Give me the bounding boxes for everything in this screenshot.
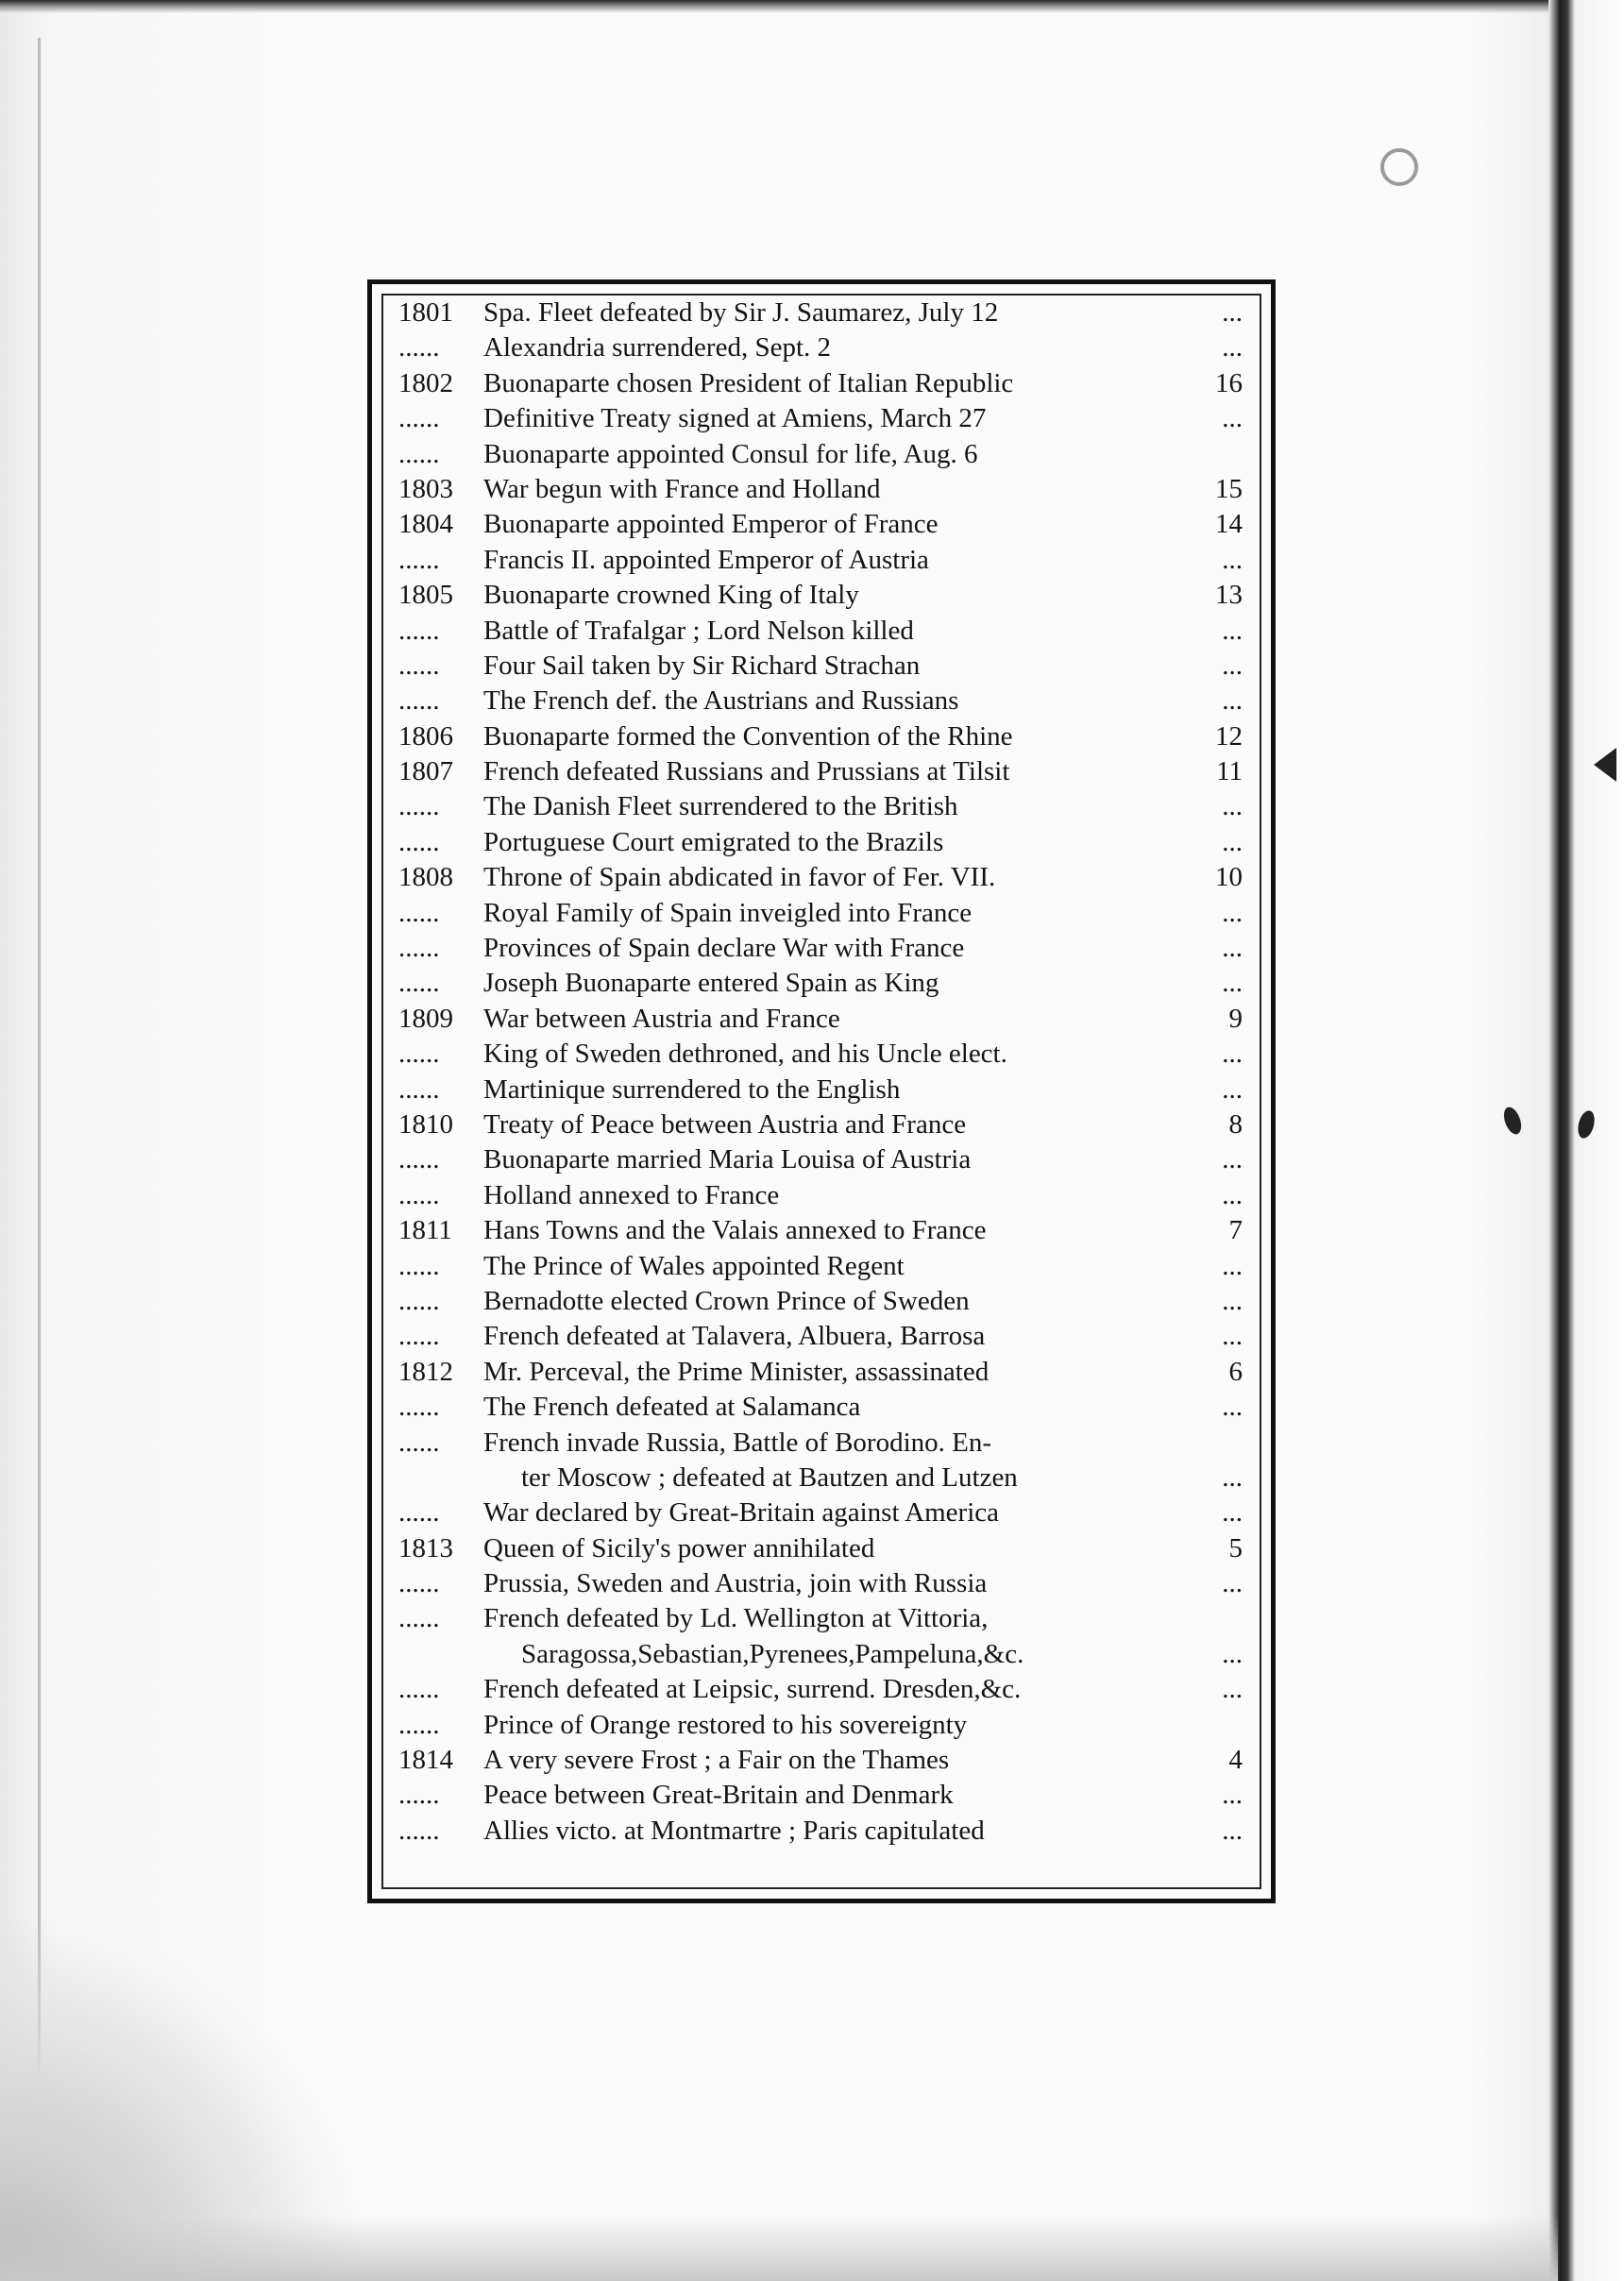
page-number-cell: 8 — [1228, 1108, 1243, 1140]
event-cell: Allies victo. at Montmartre ; Paris capitulated — [483, 1815, 985, 1846]
top-scan-shadow — [0, 0, 1548, 13]
table-row — [398, 368, 1243, 403]
year-cell: ...... — [398, 1568, 440, 1599]
page-number-cell: ... — [1222, 403, 1243, 434]
page-number-cell: 12 — [1215, 720, 1243, 752]
page-number-cell: 7 — [1228, 1215, 1243, 1246]
year-cell: ...... — [398, 1179, 440, 1210]
page-number-cell: ... — [1222, 332, 1243, 363]
year-cell: ...... — [398, 791, 440, 822]
table-row — [398, 1568, 1243, 1603]
page-number-cell: 5 — [1228, 1532, 1243, 1563]
year-cell: 1802 — [398, 367, 453, 398]
page-number-cell: ... — [1222, 685, 1243, 717]
year-cell: ...... — [398, 1780, 440, 1811]
year-cell: 1801 — [398, 297, 453, 328]
page-number-cell: ... — [1222, 1674, 1243, 1705]
event-cell: Royal Family of Spain inveigled into France — [483, 897, 973, 928]
table-row — [398, 1745, 1243, 1780]
event-cell: Queen of Sicily's power annihilated — [483, 1532, 875, 1563]
year-cell: 1812 — [398, 1356, 453, 1387]
table-row — [398, 1428, 1243, 1462]
event-cell: French defeated at Talavera, Albuera, Barrosa — [483, 1321, 986, 1352]
event-cell: Buonaparte chosen President of Italian Republic — [483, 367, 1014, 398]
page-number-cell: ... — [1222, 1462, 1243, 1493]
page-number-cell: ... — [1222, 544, 1243, 575]
page-number-cell: 4 — [1228, 1745, 1243, 1776]
event-cell: French invade Russia, Battle of Borodino. En- — [483, 1427, 992, 1458]
table-row — [398, 403, 1243, 438]
page-number-cell: ... — [1222, 1392, 1243, 1423]
chronology-table-frame — [367, 279, 1276, 1903]
page-number-cell: 14 — [1215, 509, 1243, 540]
page-number-cell: ... — [1222, 1815, 1243, 1846]
page-left-edge — [38, 38, 78, 2209]
table-row — [398, 862, 1243, 897]
page-number-cell: ... — [1222, 1568, 1243, 1599]
year-cell: ...... — [398, 1321, 440, 1352]
table-row — [398, 1039, 1243, 1073]
event-cell: The French def. the Austrians and Russians — [483, 685, 959, 717]
year-cell: ...... — [398, 403, 440, 434]
event-cell: Battle of Trafalgar ; Lord Nelson killed — [483, 615, 914, 646]
table-row — [398, 474, 1243, 509]
year-cell: ...... — [398, 933, 440, 964]
year-cell: 1813 — [398, 1532, 453, 1563]
table-row — [398, 1710, 1243, 1745]
event-cell: Joseph Buonaparte entered Spain as King — [483, 968, 939, 999]
page-number-cell: ... — [1222, 791, 1243, 822]
event-cell: Francis II. appointed Emperor of Austria — [483, 544, 929, 575]
table-row — [398, 1144, 1243, 1179]
table-row — [398, 756, 1243, 791]
table-row — [398, 1674, 1243, 1709]
bottom-scan-shadow — [0, 2215, 1558, 2281]
event-cell: Mr. Perceval, the Prime Minister, assassinated — [483, 1356, 990, 1387]
year-cell: 1814 — [398, 1745, 453, 1776]
year-cell: ...... — [398, 544, 440, 575]
event-cell: Buonaparte appointed Consul for life, Aug. 6 — [483, 438, 978, 469]
page-number-cell: ... — [1222, 615, 1243, 646]
page-number-cell: 13 — [1215, 580, 1243, 611]
event-cell: Peace between Great-Britain and Denmark — [483, 1780, 954, 1811]
table-row — [398, 933, 1243, 968]
page-number-cell: 11 — [1216, 756, 1243, 787]
edge-mark — [1594, 748, 1616, 782]
year-cell: ...... — [398, 332, 440, 363]
page-number-cell: ... — [1222, 1638, 1243, 1669]
table-row — [398, 791, 1243, 826]
year-cell: 1809 — [398, 1003, 453, 1034]
table-row — [398, 1392, 1243, 1427]
year-cell: 1810 — [398, 1108, 453, 1140]
event-cell: Alexandria surrendered, Sept. 2 — [483, 332, 832, 363]
ink-spot — [1500, 1105, 1524, 1137]
event-cell: Provinces of Spain declare War with France — [483, 933, 965, 964]
page-number-cell: ... — [1222, 1179, 1243, 1210]
event-cell: Holland annexed to France — [483, 1179, 780, 1210]
event-cell: The Danish Fleet surrendered to the British — [483, 791, 958, 822]
year-cell: ...... — [398, 897, 440, 928]
event-cell: Four Sail taken by Sir Richard Strachan — [483, 650, 921, 681]
year-cell: ...... — [398, 1815, 440, 1846]
year-cell: ...... — [398, 1709, 440, 1740]
page-number-cell: ... — [1222, 1039, 1243, 1070]
table-row — [398, 1462, 1243, 1497]
table-row — [398, 616, 1243, 651]
table-row — [398, 1321, 1243, 1356]
year-cell: ...... — [398, 1250, 440, 1281]
table-row — [398, 580, 1243, 615]
table-row — [398, 1357, 1243, 1392]
page-number-cell: 6 — [1228, 1356, 1243, 1387]
page-number-cell: 15 — [1215, 473, 1243, 504]
year-cell: 1811 — [398, 1215, 452, 1246]
event-cell: Treaty of Peace between Austria and France — [483, 1108, 967, 1140]
page-number-cell: ... — [1222, 1285, 1243, 1316]
table-row — [398, 1286, 1243, 1321]
binding-hole — [1380, 148, 1418, 186]
page-number-cell: ... — [1222, 650, 1243, 681]
year-cell: 1807 — [398, 756, 453, 787]
event-cell: French defeated Russians and Prussians at Tilsit — [483, 756, 1010, 787]
event-cell: Buonaparte married Maria Louisa of Austria — [483, 1144, 972, 1175]
table-row — [398, 968, 1243, 1003]
year-cell: 1805 — [398, 580, 453, 611]
page-number-cell: ... — [1222, 297, 1243, 328]
table-row — [398, 1215, 1243, 1250]
table-row — [398, 721, 1243, 756]
page-number-cell: ... — [1222, 1073, 1243, 1105]
year-cell: ...... — [398, 438, 440, 469]
table-row — [398, 651, 1243, 685]
event-cell: Buonaparte formed the Convention of the Rhine — [483, 720, 1013, 752]
page-number-cell: ... — [1222, 933, 1243, 964]
table-row — [398, 509, 1243, 544]
table-row — [398, 332, 1243, 367]
event-cell: French defeated at Leipsic, surrend. Dresden,&c. — [483, 1674, 1022, 1705]
table-row — [398, 1533, 1243, 1568]
event-cell: Prince of Orange restored to his sovereignty — [483, 1709, 968, 1740]
table-row — [398, 1816, 1243, 1850]
event-cell: Prussia, Sweden and Austria, join with Russia — [483, 1568, 988, 1599]
page-number-cell: ... — [1222, 1497, 1243, 1529]
year-cell: 1804 — [398, 509, 453, 540]
page-number-cell: ... — [1222, 1321, 1243, 1352]
event-cell: War begun with France and Holland — [483, 473, 881, 504]
page-number-cell: 9 — [1228, 1003, 1243, 1034]
year-cell: 1808 — [398, 862, 453, 893]
year-cell: ...... — [398, 1039, 440, 1070]
table-row — [398, 1639, 1243, 1674]
event-cell: War declared by Great-Britain against America — [483, 1497, 1000, 1529]
event-cell: Buonaparte crowned King of Italy — [483, 580, 859, 611]
table-row — [398, 1074, 1243, 1109]
table-row — [398, 545, 1243, 580]
year-cell: ...... — [398, 1497, 440, 1529]
event-cell: Saragossa,Sebastian,Pyrenees,Pampeluna,&c. — [521, 1638, 1024, 1669]
table-row — [398, 1497, 1243, 1532]
year-cell: 1803 — [398, 473, 453, 504]
event-cell: War between Austria and France — [483, 1003, 840, 1034]
year-cell: ...... — [398, 1674, 440, 1705]
event-cell: Hans Towns and the Valais annexed to France — [483, 1215, 987, 1246]
ink-spot — [1575, 1108, 1597, 1140]
event-cell: The Prince of Wales appointed Regent — [483, 1250, 905, 1281]
page-number-cell: ... — [1222, 968, 1243, 999]
event-cell: Spa. Fleet defeated by Sir J. Saumarez, July 12 — [483, 297, 999, 328]
table-row — [398, 1603, 1243, 1638]
table-row — [398, 1180, 1243, 1215]
table-row — [398, 1004, 1243, 1039]
table-row — [398, 827, 1243, 862]
year-cell: ...... — [398, 1603, 440, 1634]
page-number-cell: ... — [1222, 897, 1243, 928]
event-cell: Buonaparte appointed Emperor of France — [483, 509, 939, 540]
event-cell: French defeated by Ld. Wellington at Vittoria, — [483, 1603, 989, 1634]
year-cell: ...... — [398, 1073, 440, 1105]
event-cell: King of Sweden dethroned, and his Uncle elect. — [483, 1039, 1007, 1070]
year-cell: ...... — [398, 650, 440, 681]
page-number-cell: 10 — [1215, 862, 1243, 893]
year-cell: 1806 — [398, 720, 453, 752]
event-cell: Definitive Treaty signed at Amiens, March 27 — [483, 403, 987, 434]
page-number-cell: ... — [1222, 1250, 1243, 1281]
table-row — [398, 1780, 1243, 1815]
event-cell: The French defeated at Salamanca — [483, 1392, 861, 1423]
year-cell: ...... — [398, 615, 440, 646]
year-cell: ...... — [398, 1427, 440, 1458]
year-cell: ...... — [398, 968, 440, 999]
page-number-cell: ... — [1222, 826, 1243, 857]
event-cell: A very severe Frost ; a Fair on the Thames — [483, 1745, 950, 1776]
year-cell: ...... — [398, 826, 440, 857]
table-row — [398, 297, 1243, 332]
chronology-table — [398, 297, 1243, 1850]
table-row — [398, 1109, 1243, 1144]
year-cell: ...... — [398, 1392, 440, 1423]
table-row — [398, 1251, 1243, 1286]
year-cell: ...... — [398, 685, 440, 717]
table-row — [398, 685, 1243, 720]
table-row — [398, 898, 1243, 933]
page-number-cell: ... — [1222, 1780, 1243, 1811]
event-cell: Martinique surrendered to the English — [483, 1073, 901, 1105]
page-number-cell: 16 — [1215, 367, 1243, 398]
event-cell: Bernadotte elected Crown Prince of Sweden — [483, 1285, 970, 1316]
event-cell: Portuguese Court emigrated to the Brazils — [483, 826, 944, 857]
table-row — [398, 439, 1243, 474]
year-cell: ...... — [398, 1144, 440, 1175]
event-cell: Throne of Spain abdicated in favor of Fer. VII. — [483, 862, 996, 893]
year-cell: ...... — [398, 1285, 440, 1316]
event-cell: ter Moscow ; defeated at Bautzen and Lutzen — [521, 1462, 1018, 1493]
page-number-cell: ... — [1222, 1144, 1243, 1175]
